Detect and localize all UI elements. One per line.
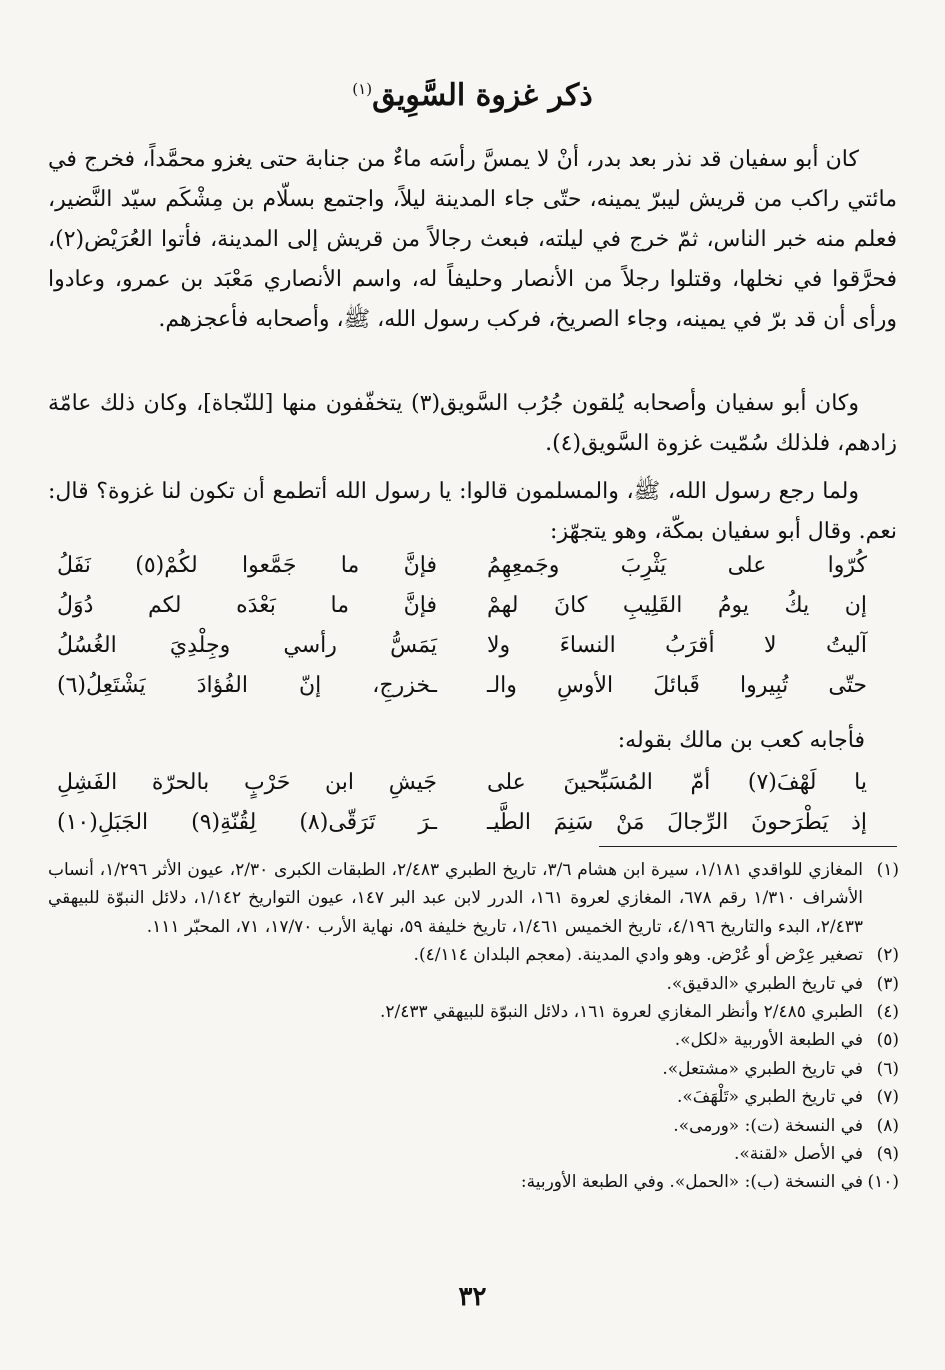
footnote-number: (١٠) bbox=[867, 1172, 899, 1193]
second-hemistich: جَيشِ ابن حَرْبٍ بالحرّة الفَشِلِ bbox=[57, 769, 437, 795]
footnote bbox=[48, 1026, 899, 1054]
first-hemistich: يا لَهْفَ(٧) أمّ المُسَبِّحينَ على bbox=[487, 769, 867, 795]
first-hemistich: آليتُ لا أقرَبُ النساءَ ولا bbox=[487, 632, 867, 658]
footnote-divider bbox=[599, 846, 897, 847]
paragraph-3 bbox=[48, 472, 897, 552]
first-hemistich: حتّى تُبِيروا قَبائلَ الأوسِ والـ bbox=[487, 672, 867, 698]
verse bbox=[48, 545, 897, 585]
footnote-text: في النسخة (ت): «ورمى». bbox=[673, 1115, 863, 1136]
footnote bbox=[48, 941, 899, 969]
title-footnote-ref: (١) bbox=[352, 80, 373, 98]
footnote-text: تصغير عِرْض أو عُرْض. وهو وادي المدينة. (معجم البلدان ٤/١١٤). bbox=[413, 945, 863, 966]
second-hemistich: يَمَسُّ رأسي وجِلْدِيَ الغُسُلُ bbox=[57, 632, 437, 658]
verse bbox=[48, 665, 897, 705]
chapter-title bbox=[0, 78, 945, 113]
page-number: ٣٢ bbox=[458, 1282, 487, 1312]
verse bbox=[48, 585, 897, 625]
first-hemistich: كُرّوا على يَثْرِبَ وجَمعِهِمُ bbox=[487, 552, 867, 578]
footnote-number: (٣) bbox=[876, 973, 899, 994]
footnote bbox=[48, 970, 899, 998]
poem-intro: فأجابه كعب بن مالك بقوله: bbox=[617, 728, 865, 753]
footnote bbox=[48, 998, 899, 1026]
footnote-text: في تاريخ الطبري «تَلْهَفَ». bbox=[677, 1087, 863, 1108]
footnote bbox=[48, 1083, 899, 1111]
first-hemistich: إن يكُ يومُ القَلِيبِ كانَ لهمْ bbox=[487, 592, 867, 618]
second-hemistich: ـرَ تَرَقّى(٨) لِقُنّةِ(٩) الجَبَلِ(١٠) bbox=[57, 809, 437, 835]
paragraph-2 bbox=[48, 384, 897, 464]
footnote-number: (٥) bbox=[876, 1030, 899, 1051]
footnote-text: في النسخة (ب): «الحمل». وفي الطبعة الأوربية: bbox=[520, 1172, 863, 1193]
footnote-number: (٤) bbox=[876, 1002, 899, 1023]
footnote bbox=[48, 1112, 899, 1140]
footnote-number: (٦) bbox=[876, 1058, 899, 1079]
footnote-number: (١) bbox=[876, 860, 899, 880]
footnote-text: في الطبعة الأوربية «لكل». bbox=[674, 1030, 863, 1051]
poem-abu-sufyan bbox=[48, 545, 897, 705]
verse bbox=[48, 762, 897, 802]
footnote bbox=[48, 1055, 899, 1083]
footnote-text: في تاريخ الطبري «مشتعل». bbox=[662, 1058, 863, 1079]
footnote-number: (٧) bbox=[876, 1087, 899, 1108]
paragraph-text: كان أبو سفيان قد نذر بعد بدر، أنْ لا يمسَّ رأسَه ماءٌ من جنابة حتى يغزو محمَّداً، فخرج في مائتي راكب من قريش ليبرّ يمينه، حتّى جاء المدينة ليلاً، واجتمع بسلّام بن مِشْكَم سيّد النَّضير، فعلم منه خبر الناس، ثمّ خرج في ليلته، فبعث رجالاً من قريش إلى المدينة، فأتوا العُرَيْض(٢)، فحرَّقوا في نخلها، وقتلوا رجلاً من الأنصار وحليفاً له، واسم الأنصاري مَعْبَد بن عمرو، وعادوا ورأى أن قد برّ في يمينه، وجاء الصريخ، فركب رسول الله، ﷺ، وأصحابه فأعجزهم. bbox=[48, 147, 898, 332]
footnote-number: (٨) bbox=[876, 1115, 899, 1136]
first-hemistich: إذ يَطْرَحونَ الرِّجالَ مَنْ سَنِمَ الطَّيـ bbox=[487, 809, 867, 835]
verse bbox=[48, 802, 897, 842]
chapter-title-text: ذكر غزوة السَّوِيق bbox=[372, 78, 593, 113]
paragraph-text: وكان أبو سفيان وأصحابه يُلقون جُرُب السَّويق(٣) يتخفّفون منها [للنّجاة]، وكان ذلك عامّة زادهم، فلذلك سُمّيت غزوة السَّويق(٤). bbox=[48, 391, 897, 456]
footnote-text: الطبري ٢/٤٨٥ وأنظر المغازي لعروة ١٦١، دلائل النبوّة للبيهقي ٢/٤٣٣. bbox=[379, 1002, 863, 1023]
paragraph-text: ولما رجع رسول الله، ﷺ، والمسلمون قالوا: يا رسول الله أتطمع أن تكون لنا غزوة؟ قال: نعم. وقال أبو سفيان بمكّة، وهو يتجهّز: bbox=[48, 479, 897, 544]
footnote bbox=[48, 1168, 899, 1196]
footnote bbox=[48, 1140, 899, 1168]
footnote-text: في الأصل «لقنة». bbox=[733, 1144, 863, 1165]
second-hemistich: ـخزرجِ، إنّ الفُؤادَ يَشْتَعِلُ(٦) bbox=[57, 672, 437, 698]
second-hemistich: فإنَّ ما جَمَّعوا لكُمْ(٥) نَفَلُ bbox=[57, 552, 437, 578]
footnote bbox=[48, 856, 899, 941]
footnote-text: في تاريخ الطبري «الدقيق». bbox=[666, 973, 863, 994]
footnote-text: المغازي للواقدي ١/١٨١، سيرة ابن هشام ٣/٦، تاريخ الطبري ٢/٤٨٣، الطبقات الكبرى ٢/٣٠، عيون الأثر ١/٢٩٦، أنساب الأشراف ١/٣١٠ رقم ٦٧٨، المغازي لعروة ١٦١، الدرر لابن عبد البر ١٤٧، عيون التواريخ ١/١٤٢، دلائل النبوّة للبيهقي ٢/٤٣٣، البدء والتاريخ ٤/١٩٦، تاريخ الخميس ١/٤٦١، تاريخ خليفة ٥٩، نهاية الأرب ١٧/٧٠، ٧١، المحبّر ١١١. bbox=[48, 860, 863, 937]
footnotes bbox=[48, 856, 899, 1197]
footnote-number: (٩) bbox=[876, 1144, 899, 1165]
footnote-number: (٢) bbox=[876, 945, 899, 966]
verse bbox=[48, 625, 897, 665]
second-hemistich: فإنَّ ما بَعْدَه لكم دُوَلُ bbox=[57, 592, 437, 618]
paragraph-1 bbox=[48, 140, 897, 340]
poem-kaab-ibn-malik bbox=[48, 762, 897, 842]
